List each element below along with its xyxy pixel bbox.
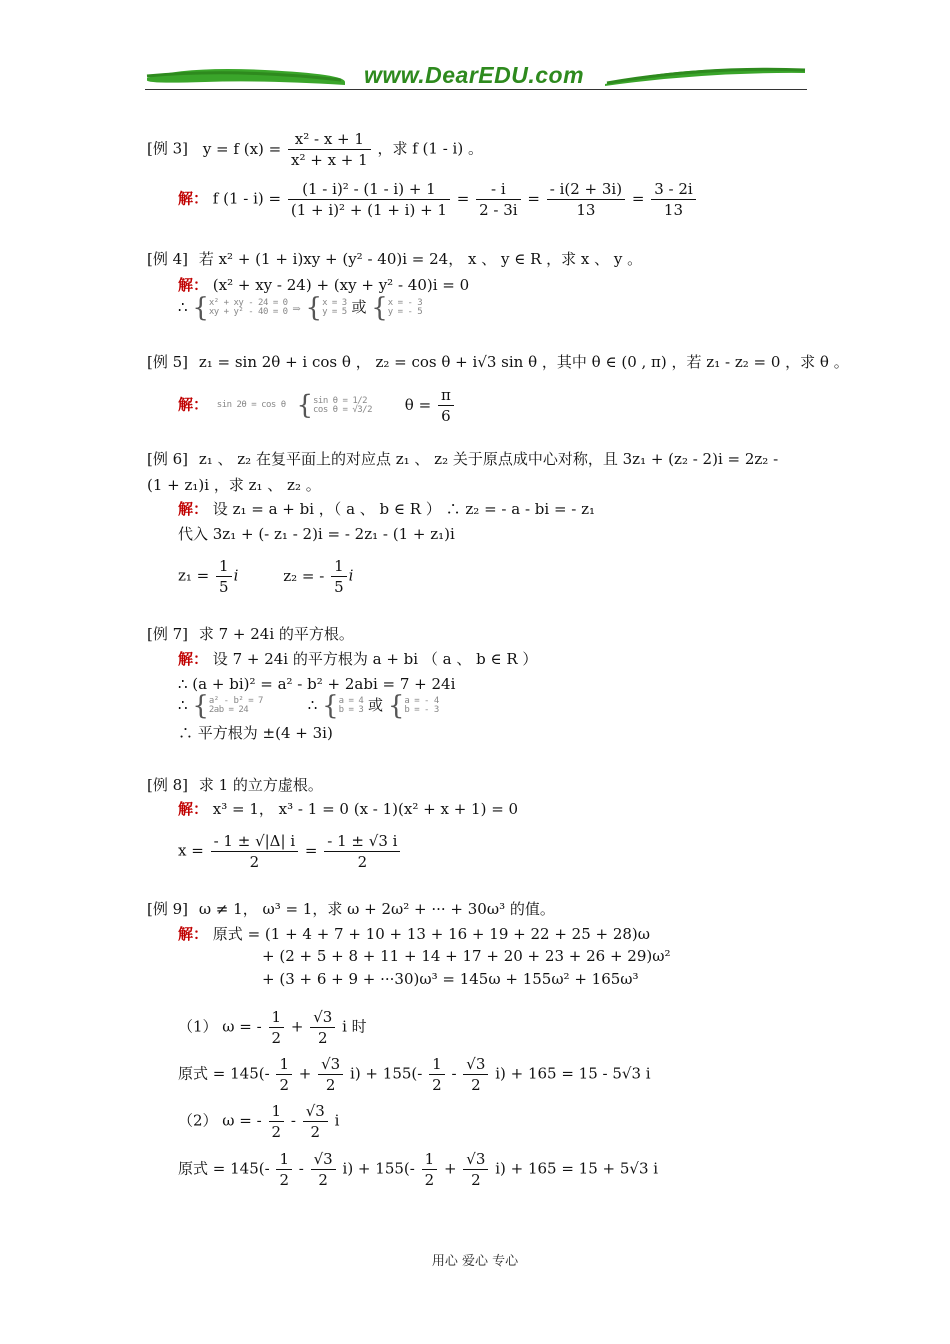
ex7-solution-4: ∴ 平方根为 ±(4 + 3i) xyxy=(178,724,333,742)
ex6-question-2: (1 + z₁)i ，求 z₁ 、 z₂ 。 xyxy=(147,476,321,494)
ex5-question: [例 5] z₁ = sin 2θ + i cos θ ， z₂ = cos θ + i√3 sin θ ，其中 θ ∈ (0 , π) ，若 z₁ - z₂ = 0 ，求 θ 。 xyxy=(147,353,849,371)
ex3-fraction: $\frac{\text{x² - x + 1}}{\text{x² + x + 1}}$ xyxy=(288,130,371,169)
ex6-solution-3: z₁ = $\frac{1}{5}$ i z₂ = - $\frac{1}{5}$ i xyxy=(178,557,354,596)
ex3-question: [例 3] y = f (x) = $\frac{\text{x² - x + 1}}{\text{x² + x + 1}}$ ，求 f (1 - i) 。 xyxy=(147,130,483,169)
ex4-solution-2: ∴ {x² + xy - 24 = 0 xy + y² - 40 = 0 ⇒ {x = 3 y = 5 或 {x = - 3 y = - 5 xyxy=(178,293,423,323)
ex9-result-2: 原式 = 145(- $\frac{1}{2}$ - $\frac{√3}{2}$ i) + 155(- $\frac{1}{2}$ + $\frac{√3}{2}$ i) + 165 = 15 + 5√3 i xyxy=(178,1150,659,1189)
ex9-solution-2: + (2 + 5 + 8 + 11 + 14 + 17 + 20 + 23 + 26 + 29)ω² xyxy=(262,947,671,965)
ex6-solution-2: 代入 3z₁ + (- z₁ - 2)i = - 2z₁ - (1 + z₁)i xyxy=(178,525,455,543)
ex7-solution-1: 解： 设 7 + 24i 的平方根为 a + bi （ a 、 b ∈ R ） xyxy=(178,650,538,668)
header-rule xyxy=(145,89,807,90)
ex8-solution-2: x = $\frac{- 1 \pm √|\Delta| i}{2}$ = $\frac{- 1 \pm √3 i}{2}$ xyxy=(178,832,402,871)
ex9-case-2: （2） ω = - $\frac{1}{2}$ - $\frac{√3}{2}$ i xyxy=(178,1102,340,1141)
ex3-label: [例 3] xyxy=(147,139,189,158)
ex3-solution: 解： f (1 - i) = $\frac{\text{(1 - i)² - (1 - i) + 1}}{\text{(1 + i)² + (1 + i) + 1}}$ = $\frac{- i}{2 - 3i}$ = $\frac{- i(2 + 3i)}{13}$ = $\frac{3 - 2i}{13}$ xyxy=(178,180,698,219)
ex5-solution: 解： sin 2θ = cos θ {sin θ = 1/2 cos θ = √3/2 θ = $\frac{\pi}{6}$ xyxy=(178,386,456,425)
ex9-result-1: 原式 = 145(- $\frac{1}{2}$ + $\frac{√3}{2}$ i) + 155(- $\frac{1}{2}$ - $\frac{√3}{2}$ i) + 165 = 15 - 5√3 i xyxy=(178,1055,651,1094)
ex7-question: [例 7] 求 7 + 24i 的平方根。 xyxy=(147,625,354,643)
ex9-solution-3: + (3 + 6 + 9 + ···30)ω³ = 145ω + 155ω² + 165ω³ xyxy=(262,970,639,988)
ex4-solution-1: 解： (x² + xy - 24) + (xy + y² - 40)i = 0 xyxy=(178,276,470,294)
ex9-solution-1: 解： 原式 = (1 + 4 + 7 + 10 + 13 + 16 + 19 + 22 + 25 + 28)ω xyxy=(178,925,651,943)
ex6-question-1: [例 6] z₁ 、 z₂ 在复平面上的对应点 z₁ 、 z₂ 关于原点成中心对称，且 3z₁ + (z₂ - 2)i = 2z₂ - xyxy=(147,450,779,468)
ex4-question: [例 4] 若 x² + (1 + i)xy + (y² - 40)i = 24， x 、 y ∈ R ，求 x 、 y 。 xyxy=(147,250,643,268)
ex8-solution-1: 解： x³ = 1， x³ - 1 = 0 (x - 1)(x² + x + 1) = 0 xyxy=(178,800,519,818)
site-logo-text[interactable]: www.DearEDU.com xyxy=(363,62,585,88)
ex9-case-1: （1） ω = - $\frac{1}{2}$ + $\frac{√3}{2}$ i 时 xyxy=(178,1008,367,1047)
ex8-question: [例 8] 求 1 的立方虚根。 xyxy=(147,776,323,794)
ex7-solution-2: ∴ (a + bi)² = a² - b² + 2abi = 7 + 24i xyxy=(178,675,456,693)
ex9-question: [例 9] ω ≠ 1， ω³ = 1，求 ω + 2ω² + ··· + 30ω³ 的值。 xyxy=(147,900,555,918)
ex6-solution-1: 解： 设 z₁ = a + bi ，（ a 、 b ∈ R ） ∴ z₂ = - a - bi = - z₁ xyxy=(178,500,596,518)
page-footer: 用心 爱心 专心 xyxy=(431,1254,519,1269)
ex7-solution-3: ∴ {a² - b² = 7 2ab = 24 ∴ {a = 4 b = 3 或 {a = - 4 b = - 3 xyxy=(178,691,439,721)
